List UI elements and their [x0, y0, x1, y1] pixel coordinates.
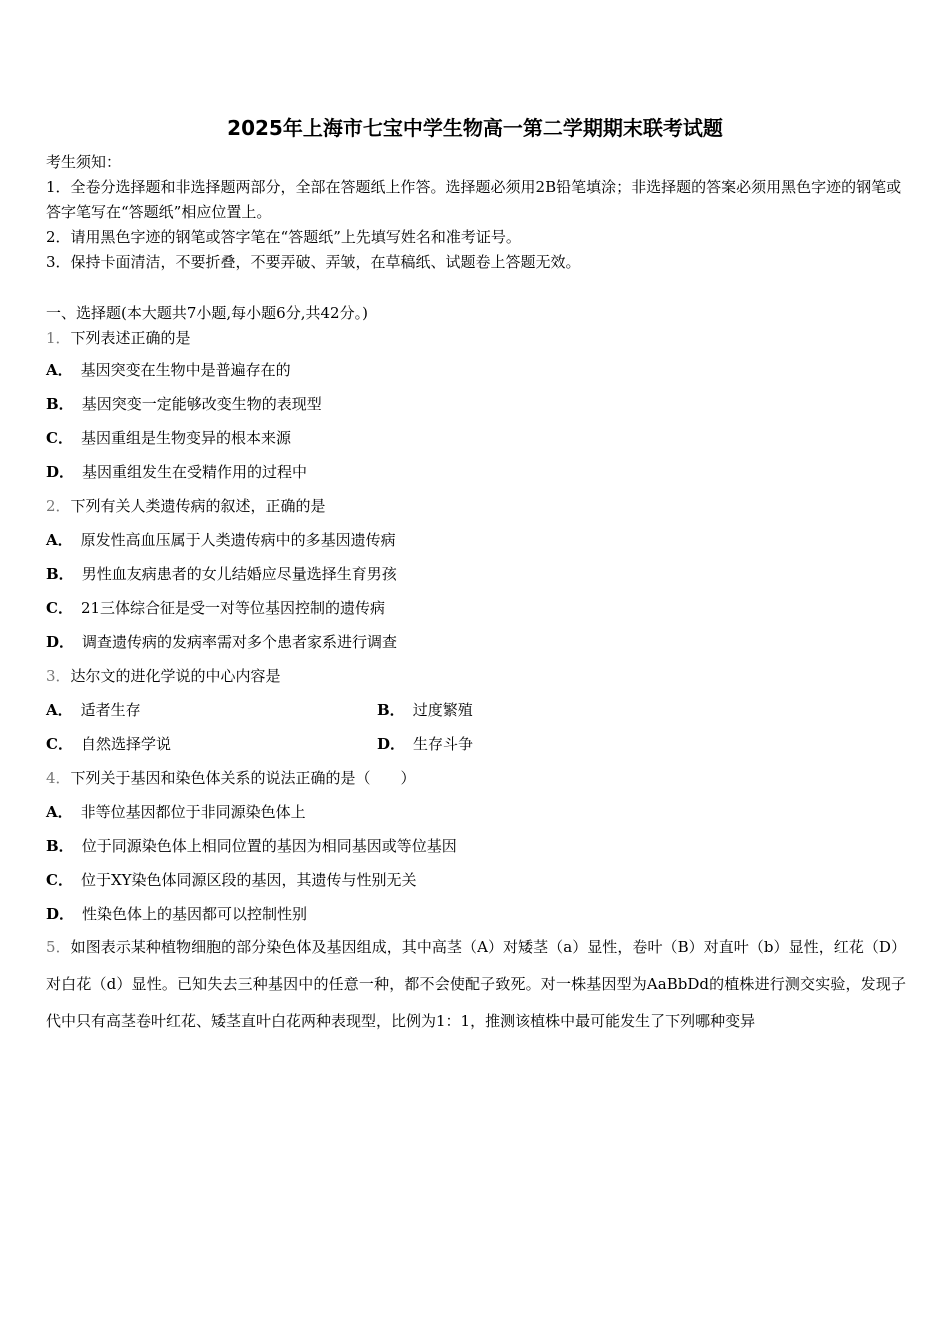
option-3d	[377, 733, 473, 754]
question-number: 3．	[46, 667, 71, 685]
option-text: 生存斗争	[413, 735, 474, 753]
option-letter: D．	[46, 633, 75, 651]
option-letter: A．	[46, 531, 73, 549]
question-4	[46, 767, 416, 788]
question-2	[46, 495, 326, 516]
option-text: 性染色体上的基因都可以控制性别	[82, 905, 308, 923]
option-2d	[46, 631, 397, 652]
option-text: 基因重组是生物变异的根本来源	[80, 429, 291, 447]
question-3	[46, 665, 281, 686]
question-text: 如图表示某种植物细胞的部分染色体及基因组成，其中高茎（A）对矮茎（a）显性，卷叶（B）对直叶（b）显性，红花（D）对白花（d）显性。已知失去三种基因中的任意一种，都不会使配子致死。对一株基因型为AaBbDd的植株进行测交实验，发现子代中只有高茎卷叶红花、矮茎直叶白花两种表现型，比例为1：1，推测该植株中最可能发生了下列哪种变异	[46, 938, 907, 1030]
option-letter: B．	[46, 565, 74, 583]
question-5	[46, 929, 906, 1040]
option-text: 位于XY染色体同源区段的基因，其遗传与性别无关	[80, 871, 417, 889]
option-letter: A．	[46, 361, 73, 379]
option-text: 男性血友病患者的女儿结婚应尽量选择生育男孩	[81, 565, 397, 583]
option-letter: B．	[377, 701, 405, 719]
option-letter: D．	[46, 905, 75, 923]
option-text: 位于同源染色体上相同位置的基因为相同基因或等位基因	[81, 837, 457, 855]
option-text: 自然选择学说	[80, 735, 171, 753]
option-letter: B．	[46, 395, 74, 413]
option-4c	[46, 869, 417, 890]
notice-item-3: 3．保持卡面清洁，不要折叠，不要弄破、弄皱，在草稿纸、试题卷上答题无效。	[46, 253, 581, 271]
question-number: 5．	[46, 938, 71, 956]
notice-heading: 考生须知：	[46, 153, 122, 171]
question-number: 1．	[46, 329, 71, 347]
option-text: 基因重组发生在受精作用的过程中	[82, 463, 308, 481]
option-letter: A．	[46, 803, 73, 821]
option-letter: C．	[46, 735, 73, 753]
option-1d	[46, 461, 307, 482]
option-3c	[46, 733, 171, 754]
option-letter: B．	[46, 837, 74, 855]
option-text: 过度繁殖	[412, 701, 473, 719]
page-title: 2025年上海市七宝中学生物高一第二学期期末联考试题	[227, 116, 723, 140]
question-text: 下列有关人类遗传病的叙述，正确的是	[70, 497, 326, 515]
option-text: 基因突变在生物中是普遍存在的	[80, 361, 291, 379]
option-2c	[46, 597, 385, 618]
option-1a	[46, 359, 291, 380]
option-text: 基因突变一定能够改变生物的表现型	[81, 395, 322, 413]
question-number: 2．	[46, 497, 71, 515]
option-1c	[46, 427, 291, 448]
notice-item-1: 1．全卷分选择题和非选择题两部分，全部在答题纸上作答。选择题必须用2B铅笔填涂；非选择题的答案必须用黑色字迹的钢笔或答字笔写在“答题纸”相应位置上。	[46, 178, 902, 221]
option-2b	[46, 563, 397, 584]
option-1b	[46, 393, 322, 414]
option-4a	[46, 801, 306, 822]
question-text: 下列关于基因和染色体关系的说法正确的是（ ）	[70, 769, 416, 787]
notice-item-2: 2．请用黑色字迹的钢笔或答字笔在“答题纸”上先填写姓名和准考证号。	[46, 228, 521, 246]
question-1	[46, 327, 191, 348]
option-text: 调查遗传病的发病率需对多个患者家系进行调查	[82, 633, 398, 651]
option-letter: D．	[377, 735, 406, 753]
section-heading: 一、选择题(本大题共7小题,每小题6分,共42分。)	[46, 304, 368, 322]
option-letter: A．	[46, 701, 73, 719]
option-text: 适者生存	[80, 701, 141, 719]
option-4d	[46, 903, 307, 924]
option-letter: C．	[46, 871, 73, 889]
option-letter: C．	[46, 599, 73, 617]
option-text: 原发性高血压属于人类遗传病中的多基因遗传病	[80, 531, 396, 549]
option-4b	[46, 835, 457, 856]
option-letter: D．	[46, 463, 75, 481]
option-letter: C．	[46, 429, 73, 447]
option-3a	[46, 699, 141, 720]
question-number: 4．	[46, 769, 71, 787]
option-text: 21三体综合征是受一对等位基因控制的遗传病	[80, 599, 386, 617]
option-text: 非等位基因都位于非同源染色体上	[80, 803, 306, 821]
question-text: 达尔文的进化学说的中心内容是	[70, 667, 281, 685]
option-3b	[377, 699, 473, 720]
option-2a	[46, 529, 396, 550]
question-text: 下列表述正确的是	[70, 329, 191, 347]
